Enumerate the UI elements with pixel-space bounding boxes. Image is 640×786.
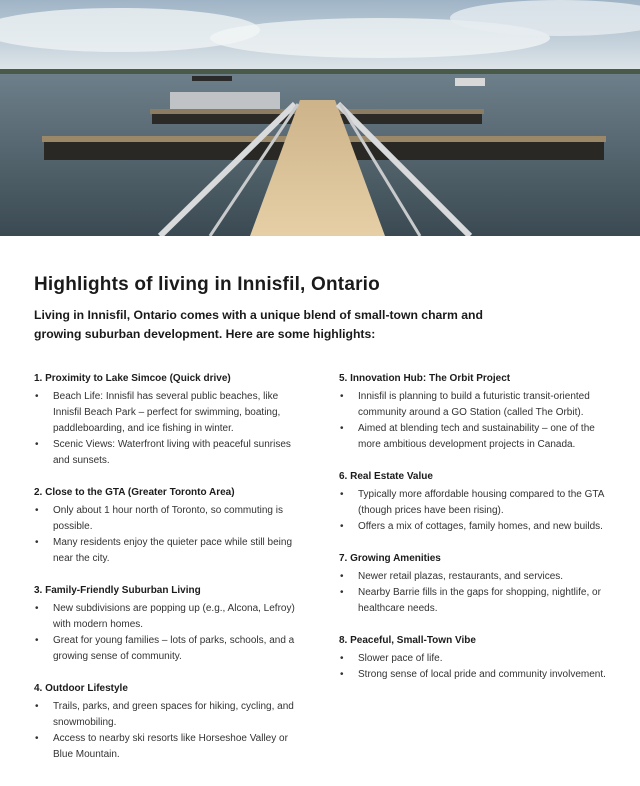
bullet-list — [34, 601, 301, 665]
bullet-text: Strong sense of local pride and community involvement. — [358, 669, 606, 680]
bullet-text: Typically more affordable housing compared to the GTA (though prices have been rising). — [358, 489, 604, 516]
bullet-item — [339, 651, 606, 667]
bullet-text: Only about 1 hour north of Toronto, so commuting is possible. — [53, 505, 283, 532]
page-title: Highlights of living in Innisfil, Ontario — [34, 274, 380, 295]
bullet-icon: • — [35, 733, 39, 744]
bullet-text: Aimed at blending tech and sustainability – one of the more ambitious development projects in Canada. — [358, 423, 595, 450]
bullet-text: New subdivisions are popping up (e.g., Alcona, Lefroy) with modern homes. — [53, 603, 295, 630]
hero-dock-photo — [0, 0, 640, 236]
bullet-item — [34, 633, 301, 665]
bullet-item — [339, 421, 606, 453]
bullet-text: Slower pace of life. — [358, 653, 443, 664]
section-title: 1. Proximity to Lake Simcoe (Quick drive) — [34, 373, 231, 384]
section-title: 6. Real Estate Value — [339, 471, 433, 482]
bullet-icon: • — [340, 653, 344, 664]
bullet-icon: • — [35, 439, 39, 450]
bullet-icon: • — [340, 587, 344, 598]
bullet-icon: • — [340, 669, 344, 680]
bullet-icon: • — [35, 391, 39, 402]
highlight-section — [339, 372, 606, 453]
bullet-text: Offers a mix of cottages, family homes, and new builds. — [358, 521, 603, 532]
bullet-icon: • — [340, 391, 344, 402]
bullet-icon: • — [35, 701, 39, 712]
bullet-icon: • — [35, 537, 39, 548]
section-title: 4. Outdoor Lifestyle — [34, 683, 128, 694]
bullet-icon: • — [340, 571, 344, 582]
section-title: 7. Growing Amenities — [339, 553, 441, 564]
bullet-text: Trails, parks, and green spaces for hiking, cycling, and snowmobiling. — [53, 701, 294, 728]
bullet-list — [339, 487, 606, 535]
bullet-item — [34, 699, 301, 731]
content-area — [0, 236, 640, 780]
highlight-section — [34, 372, 301, 469]
bullet-list — [34, 503, 301, 567]
bullet-item — [339, 389, 606, 421]
bullet-icon: • — [340, 489, 344, 500]
bullet-item — [34, 389, 301, 437]
bullet-icon: • — [35, 505, 39, 516]
bullet-list — [339, 569, 606, 617]
bullet-item — [34, 535, 301, 567]
highlight-section — [339, 552, 606, 617]
bullet-icon: • — [35, 635, 39, 646]
left-column — [34, 372, 301, 780]
bullet-list — [34, 389, 301, 469]
bullet-text: Great for young families – lots of parks, schools, and a growing sense of community. — [53, 635, 295, 662]
bullet-list — [34, 699, 301, 763]
bullet-item — [339, 487, 606, 519]
highlight-section — [34, 682, 301, 763]
bullet-list — [339, 651, 606, 683]
intro-paragraph: Living in Innisfil, Ontario comes with a unique blend of small-town charm and growing suburban development. Here are some highlights: — [34, 308, 483, 341]
section-title: 2. Close to the GTA (Greater Toronto Area) — [34, 487, 235, 498]
bullet-icon: • — [340, 423, 344, 434]
bullet-icon: • — [35, 603, 39, 614]
section-title: 8. Peaceful, Small-Town Vibe — [339, 635, 476, 646]
highlight-section — [34, 486, 301, 567]
section-title: 5. Innovation Hub: The Orbit Project — [339, 373, 511, 384]
bullet-item — [339, 519, 606, 535]
highlights-columns — [34, 372, 606, 780]
right-column — [339, 372, 606, 780]
bullet-item — [339, 585, 606, 617]
bullet-text: Scenic Views: Waterfront living with peaceful sunrises and sunsets. — [53, 439, 291, 466]
bullet-item — [34, 503, 301, 535]
bullet-item — [34, 731, 301, 763]
highlight-section — [339, 470, 606, 535]
bullet-item — [339, 569, 606, 585]
section-title: 3. Family-Friendly Suburban Living — [34, 585, 201, 596]
bullet-icon: • — [340, 521, 344, 532]
bullet-text: Many residents enjoy the quieter pace while still being near the city. — [53, 537, 293, 564]
highlight-section — [34, 584, 301, 665]
highlight-section — [339, 634, 606, 683]
bullet-item — [339, 667, 606, 683]
bullet-text: Innisfil is planning to build a futuristic transit-oriented community around a GO Station (called The Orbit). — [358, 391, 590, 418]
bullet-text: Access to nearby ski resorts like Horseshoe Valley or Blue Mountain. — [53, 733, 288, 760]
bullet-text: Nearby Barrie fills in the gaps for shopping, nightlife, or healthcare needs. — [358, 587, 601, 614]
bullet-text: Newer retail plazas, restaurants, and services. — [358, 571, 564, 582]
bullet-item — [34, 437, 301, 469]
bullet-list — [339, 389, 606, 453]
bullet-text: Beach Life: Innisfil has several public beaches, like Innisfil Beach Park – perfect for swimming, boating, paddleboarding, and ice fishing in winter. — [53, 391, 281, 434]
bullet-item — [34, 601, 301, 633]
